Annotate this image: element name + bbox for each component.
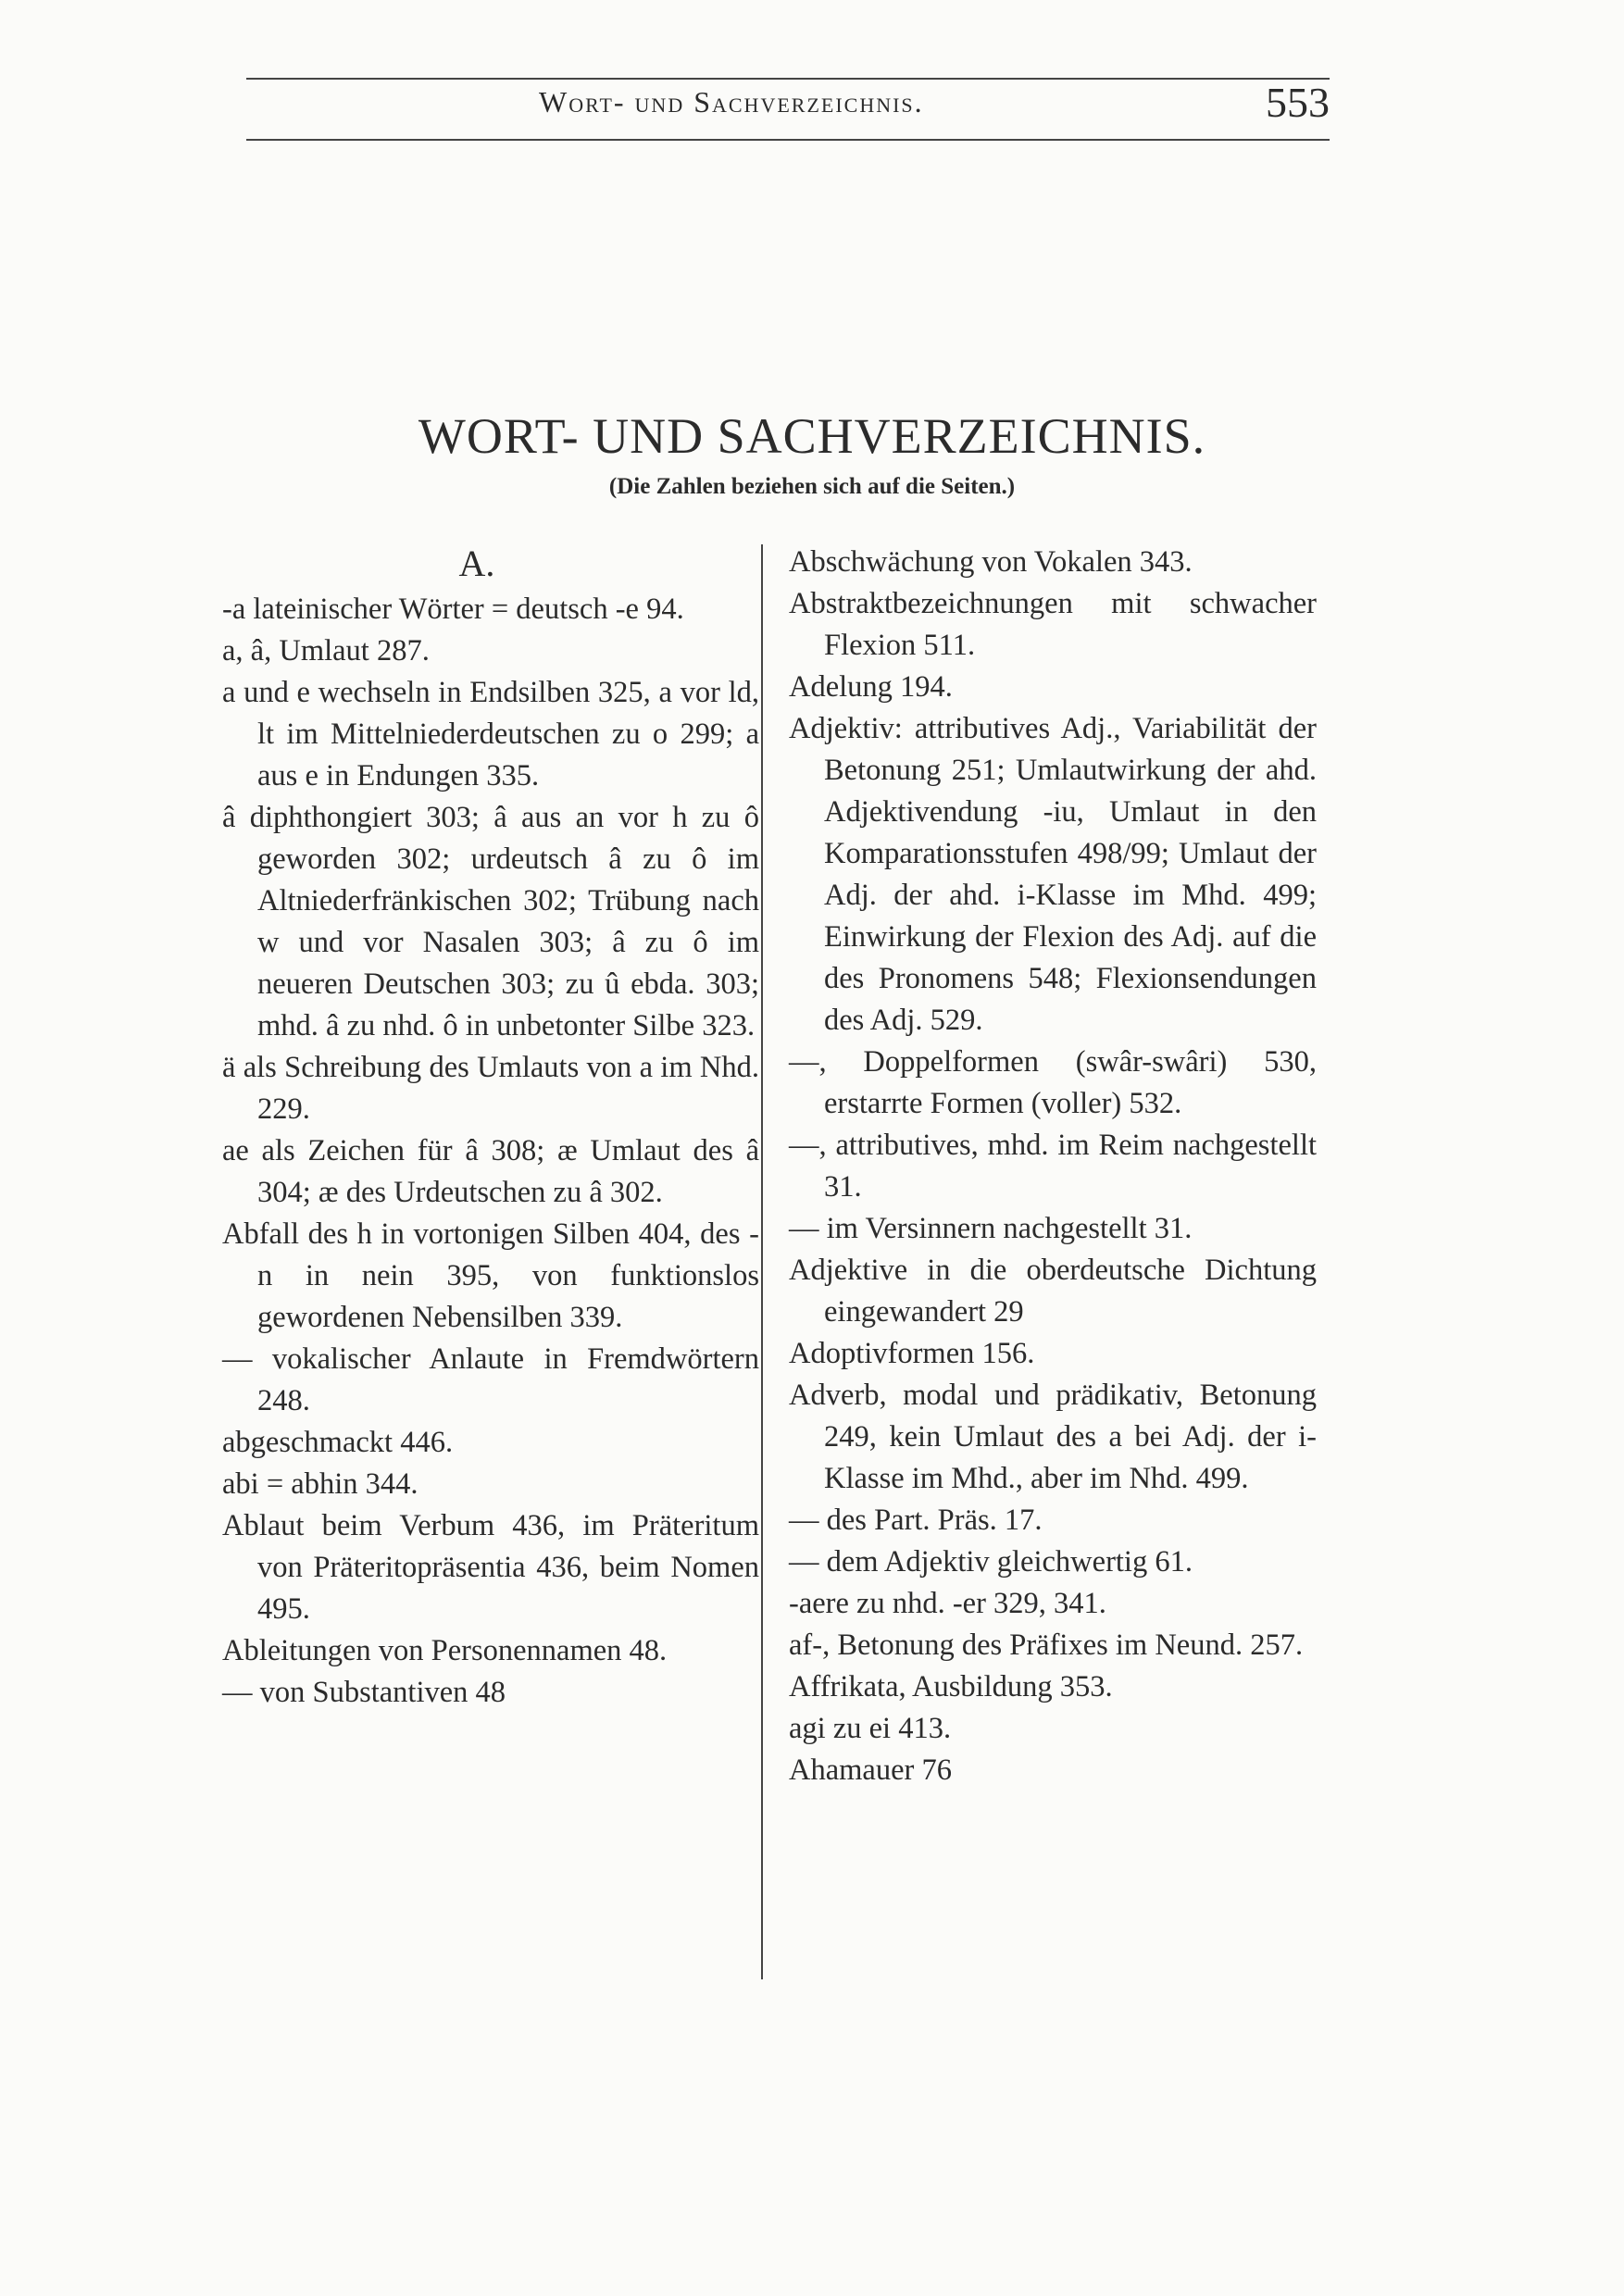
- index-entry: Adoptivformen 156.: [789, 1337, 1035, 1370]
- running-head: [246, 78, 1330, 143]
- index-entry: —, attributives, mhd. im Reim nachgestellt 31.: [789, 1129, 1317, 1204]
- index-entry: Adjektiv: attributives Adj., Variabilität der Betonung 251; Umlautwirkung der ahd. Adjektivendung -iu, Umlaut in den Komparationsstufen 498/99; Umlaut der Adj. der ahd. i-Klasse im Mhd. 499; Einwirkung der Flexion des Adj. auf die des Pronomens 548; Flexionsendungen des Adj. 529.: [789, 712, 1317, 1037]
- index-entry: â diphthongiert 303; â aus an vor h zu ô geworden 302; urdeutsch â zu ô im Altniederfränkischen 302; Trübung nach w und vor Nasalen 303; â zu ô im neueren Deutschen 303; zu û ebda. 303; mhd. â zu nhd. ô in unbetonter Silbe 323.: [222, 801, 759, 1042]
- index-entry: — von Substantiven 48: [222, 1676, 506, 1709]
- page-subtitle: (Die Zahlen beziehen sich auf die Seiten.): [608, 474, 1016, 499]
- index-entry: Abschwächung von Vokalen 343.: [789, 545, 1193, 579]
- index-entry: Abfall des h in vortonigen Silben 404, des -n in nein 395, von funktionslos gewordenen Nebensilben 339.: [222, 1217, 759, 1334]
- index-entry: Ahamauer 76: [789, 1753, 952, 1787]
- index-entry: — vokalischer Anlaute in Fremdwörtern 248.: [222, 1342, 759, 1417]
- index-entry: Affrikata, Ausbildung 353.: [789, 1670, 1113, 1703]
- index-entry: a, â, Umlaut 287.: [222, 634, 430, 668]
- index-entry: -a lateinischer Wörter = deutsch -e 94.: [222, 593, 684, 626]
- index-entry: — dem Adjektiv gleichwertig 61.: [789, 1545, 1193, 1578]
- index-entry: a und e wechseln in Endsilben 325, a vor ld, lt im Mittelniederdeutschen zu o 299; a aus e in Endungen 335.: [222, 676, 759, 792]
- index-entry: ae als Zeichen für â 308; æ Umlaut des â 304; æ des Urdeutschen zu â 302.: [222, 1134, 759, 1209]
- index-column-right: [789, 542, 1317, 1791]
- page-number: 553: [1266, 79, 1330, 126]
- index-entry: abgeschmackt 446.: [222, 1426, 454, 1459]
- index-entry: Ableitungen von Personennamen 48.: [222, 1634, 668, 1667]
- index-entry: Adelung 194.: [789, 670, 953, 704]
- header-rule: [246, 139, 1330, 141]
- index-entry: Adverb, modal und prädikativ, Betonung 249, kein Umlaut des a bei Adj. der i-Klasse im Mhd., aber im Nhd. 499.: [789, 1379, 1317, 1495]
- index-entry: Abstraktbezeichnungen mit schwacher Flexion 511.: [789, 587, 1317, 662]
- column-divider: [761, 544, 763, 1979]
- index-entry: Adjektive in die oberdeutsche Dichtung eingewandert 29: [789, 1254, 1317, 1329]
- index-entry: — im Versinnern nachgestellt 31.: [789, 1212, 1193, 1245]
- page-title: WORT- UND SACHVERZEICHNIS.: [418, 408, 1206, 464]
- index-entry: -aere zu nhd. -er 329, 341.: [789, 1587, 1106, 1620]
- index-entry: Ablaut beim Verbum 436, im Präteritum von Präteritopräsentia 436, beim Nomen 495.: [222, 1509, 759, 1626]
- index-entry: af-, Betonung des Präfixes im Neund. 257.: [789, 1628, 1304, 1662]
- index-entry: — des Part. Präs. 17.: [789, 1504, 1043, 1537]
- index-entry: abi = abhin 344.: [222, 1467, 418, 1501]
- index-column-left: [222, 542, 759, 1714]
- index-entry: agi zu ei 413.: [789, 1712, 952, 1745]
- index-entry: ä als Schreibung des Umlauts von a im Nhd. 229.: [222, 1051, 759, 1126]
- running-head-title: Wort- und Sachverzeichnis.: [539, 85, 924, 119]
- index-entry: —, Doppelformen (swâr-swâri) 530, erstarrte Formen (voller) 532.: [789, 1045, 1317, 1120]
- section-letter: A.: [458, 543, 495, 584]
